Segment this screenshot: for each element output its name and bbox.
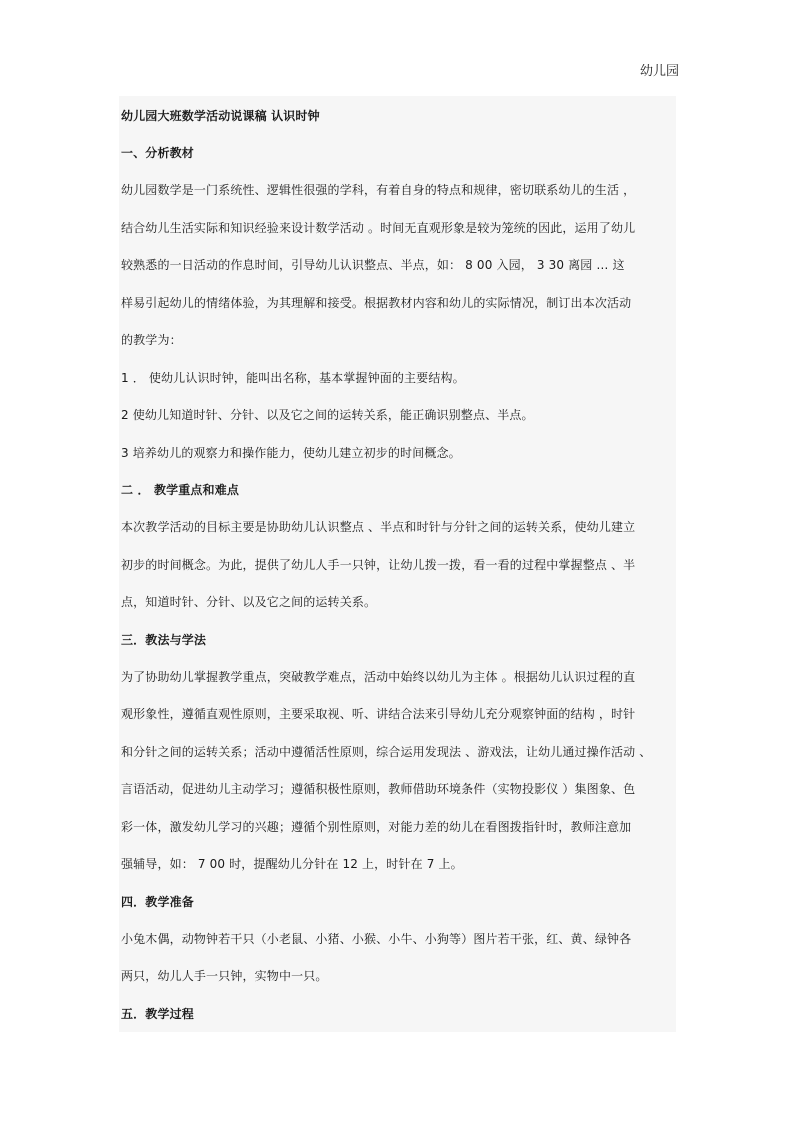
section-heading-key-points: 二 ． 教学重点和难点 — [121, 483, 240, 497]
list-item-goal-1: 1 ． 使幼儿认识时钟，能叫出名称，基本掌握钟面的主要结构。 — [121, 371, 465, 385]
list-item-goal-2: 2 使幼儿知道时针、分针、以及它之间的运转关系，能正确识别整点、半点。 — [121, 408, 534, 422]
paragraph-line: 点，知道时针、分针、以及它之间的运转关系。 — [121, 595, 377, 609]
paragraph-line: 和分针之间的运转关系；活动中遵循活性原则，综合运用发现法 、游戏法，让幼儿通过操作活动 、 — [121, 745, 652, 759]
list-item-goal-3: 3 培养幼儿的观察力和操作能力，使幼儿建立初步的时间概念。 — [121, 446, 461, 460]
section-heading-analysis: 一、分析教材 — [121, 146, 194, 160]
paragraph-line: 言语活动，促进幼儿主动学习；遵循积极性原则，教师借助环境条件（实物投影仪 ）集图象、色 — [121, 782, 636, 796]
section-heading-process: 五．教学过程 — [121, 1007, 194, 1021]
paragraph-line: 幼儿园数学是一门系统性、逻辑性很强的学科，有着自身的特点和规律，密切联系幼儿的生活 ， — [121, 183, 636, 197]
paragraph-line: 强辅导，如： 7 00 时，提醒幼儿分针在 12 上，时针在 7 上。 — [121, 857, 463, 871]
paragraph-line: 小兔木偶，动物钟若干只（小老鼠、小猪、小猴、小牛、小狗等）图片若干张，红、黄、绿钟各 — [121, 932, 632, 946]
page-header-label: 幼儿园 — [640, 64, 680, 79]
paragraph-line: 样易引起幼儿的情绪体验，为其理解和接受。根据教材内容和幼儿的实际情况，制订出本次活动 — [121, 296, 632, 310]
section-heading-methods: 三．教法与学法 — [121, 633, 207, 647]
paragraph-line: 彩一体，激发幼儿学习的兴趣；遵循个别性原则，对能力差的幼儿在看图拨指针时，教师注意加 — [121, 820, 632, 834]
paragraph-line: 观形象性，遵循直观性原则，主要采取视、听、讲结合法来引导幼儿充分观察钟面的结构 ，时针 — [121, 707, 636, 721]
paragraph-line: 较熟悉的一日活动的作息时间，引导幼儿认识整点、半点，如： 8 00 入园， 3 30 离园 … 这 — [121, 258, 625, 272]
paragraph-line: 的教学为： — [121, 333, 182, 347]
section-heading-preparation: 四．教学准备 — [121, 895, 194, 909]
paragraph-line: 结合幼儿生活实际和知识经验来设计数学活动 。时间无直观形象是较为笼统的因此，运用了幼儿 — [121, 221, 636, 235]
paragraph-line: 为了协助幼儿掌握教学重点，突破教学难点，活动中始终以幼儿为主体 。根据幼儿认识过程的直 — [121, 670, 636, 684]
paragraph-line: 初步的时间概念。为此，提供了幼儿人手一只钟，让幼儿拨一拨，看一看的过程中掌握整点 、半 — [121, 558, 636, 572]
paragraph-line: 本次教学活动的目标主要是协助幼儿认识整点 、半点和时针与分针之间的运转关系，使幼儿建立 — [121, 520, 636, 534]
paragraph-line: 两只，幼儿人手一只钟，实物中一只。 — [121, 969, 328, 983]
document-title: 幼儿园大班数学活动说课稿 认识时钟 — [121, 109, 320, 123]
